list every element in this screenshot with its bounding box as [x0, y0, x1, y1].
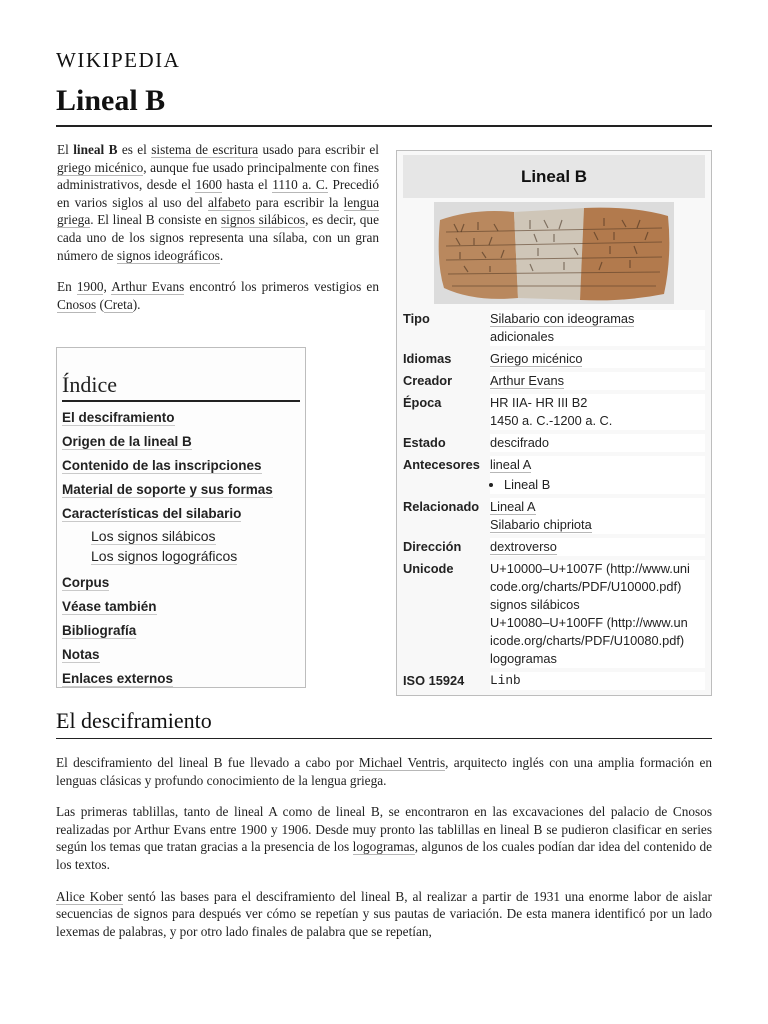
list-item: • Lineal B: [504, 476, 705, 494]
intro-text: [57, 141, 379, 327]
term-bold: lineal B: [73, 142, 118, 157]
row-label: Idiomas: [403, 351, 452, 366]
row-label: Estado: [403, 435, 446, 450]
text: ).: [132, 296, 141, 312]
row-value: [490, 394, 705, 430]
table-of-contents: [56, 347, 306, 688]
link-griego-micenico[interactable]: griego micénico: [57, 159, 144, 175]
link-lengua-griega[interactable]: lengua griega: [57, 194, 379, 228]
value-text: signos silábicos: [490, 597, 580, 612]
row-label: Relacionado: [403, 499, 480, 514]
text: usado para escribir el: [258, 142, 379, 157]
row-value: [490, 498, 705, 534]
link-cnosos[interactable]: Cnosos: [57, 296, 97, 312]
text: (: [96, 296, 104, 312]
infobox-row-antecesores: [403, 456, 705, 494]
section-heading: El desciframiento: [56, 708, 212, 733]
row-label: Antecesores: [403, 457, 480, 472]
link-1110-ac[interactable]: 1110 a. C.: [272, 177, 329, 193]
toc-item-notas[interactable]: Notas: [62, 647, 100, 662]
intro-paragraph-2: [57, 278, 379, 313]
descendant-list: [504, 476, 705, 494]
link-alice-kober[interactable]: Alice Kober: [56, 888, 123, 904]
infobox-title: Lineal B: [403, 155, 705, 198]
text: . El lineal B consiste en: [90, 212, 221, 228]
text: , algunos de los cuales podían dar idea del contenido de los textos.: [56, 839, 712, 872]
link-michael-ventris[interactable]: Michael Ventris: [358, 755, 446, 770]
link-alfabeto[interactable]: alfabeto: [207, 194, 251, 210]
link-silabario-chipriota[interactable]: Silabario chipriota: [490, 517, 592, 532]
infobox-row-tipo: [403, 310, 705, 346]
link-logogramas[interactable]: logogramas: [352, 839, 415, 855]
row-value: [490, 538, 705, 556]
page-title: Lineal B: [56, 84, 166, 117]
toc-list: [62, 406, 300, 691]
text: , arquitecto inglés con una amplia formación en lenguas clásicas y profundo conocimiento de la lengua griega.: [56, 755, 713, 788]
toc-item-enlaces-externos[interactable]: Enlaces externos: [62, 671, 174, 686]
text: ,: [103, 279, 112, 295]
section-divider: [56, 738, 712, 739]
row-label: ISO 15924: [403, 673, 465, 688]
row-label: Creador: [403, 373, 453, 388]
link-signos-silabicos[interactable]: signos silábicos: [220, 212, 306, 228]
toc-subitem-signos-logograficos[interactable]: Los signos logográficos: [91, 548, 238, 564]
infobox-row-idiomas: [403, 350, 705, 368]
infobox-row-epoca: [403, 394, 705, 430]
toc-item-bibliografia[interactable]: Bibliografía: [62, 623, 137, 638]
text: es el: [117, 142, 152, 157]
text: El desciframiento del lineal B fue llevado a cabo por: [56, 755, 359, 770]
toc-item-desciframiento[interactable]: El desciframiento: [62, 410, 175, 425]
link-dextroverso[interactable]: dextroverso: [490, 539, 557, 554]
infobox: [396, 150, 712, 696]
unicode-range-1[interactable]: U+10000–U+1007F (http://www.uni: [490, 561, 690, 576]
unicode-range-2-url[interactable]: icode.org/charts/PDF/U10080.pdf): [490, 633, 685, 648]
text: para escribir la: [250, 194, 344, 210]
link-1900[interactable]: 1900: [76, 279, 104, 295]
text: Precedió en varios siglos al uso del: [57, 177, 379, 210]
text: , aunque fue usado principalmente con fines administrativos, desde el: [57, 159, 379, 193]
row-value: [490, 310, 705, 346]
infobox-row-unicode: [403, 560, 705, 668]
toc-subitem-signos-silabicos[interactable]: Los signos silábicos: [91, 528, 216, 544]
text: hasta el: [222, 177, 273, 193]
link-arthur-evans[interactable]: Arthur Evans: [490, 373, 564, 388]
unicode-range-1-url[interactable]: code.org/charts/PDF/U10000.pdf): [490, 579, 682, 594]
link-1600[interactable]: 1600: [195, 177, 223, 193]
value-text: logogramas: [490, 651, 557, 666]
toc-item-corpus[interactable]: Corpus: [62, 575, 110, 590]
link-signos-ideograficos[interactable]: signos ideográficos: [116, 247, 220, 263]
intro-paragraph-1: [57, 141, 379, 264]
infobox-row-creador: [403, 372, 705, 390]
toc-item-origen[interactable]: Origen de la lineal B: [62, 434, 192, 449]
clay-tablet-image[interactable]: [434, 202, 674, 304]
infobox-row-iso: [403, 672, 705, 690]
toc-item-contenido[interactable]: Contenido de las inscripciones: [62, 458, 262, 473]
link-arthur-evans[interactable]: Arthur Evans: [111, 279, 185, 295]
link-lineal-a[interactable]: lineal A: [490, 457, 532, 472]
row-label: Unicode: [403, 561, 454, 576]
body-paragraph-2: [56, 803, 712, 873]
text: .: [219, 247, 224, 263]
unicode-range-2[interactable]: U+10080–U+100FF (http://www.un: [490, 615, 688, 630]
value-text: 1450 a. C.-1200 a. C.: [490, 413, 613, 428]
text: Las primeras tablillas, tanto de lineal A como de lineal B, se encontraron en las excavaciones del palacio de Cnosos realizadas por Arthur Evans entre 1900 y 1906. Desde muy pronto las tablillas en lineal B se pudieron clasificar en series según los temas que tratan gracias a la presencia de los: [56, 804, 712, 855]
link-creta[interactable]: Creta: [103, 296, 133, 312]
row-label: Época: [403, 395, 442, 410]
row-label: Dirección: [403, 539, 462, 554]
link-silabario[interactable]: Silabario con ideogramas: [490, 311, 635, 326]
link-griego-micenico[interactable]: Griego micénico: [490, 351, 583, 366]
toc-item-material[interactable]: Material de soporte y sus formas: [62, 482, 273, 497]
text: sentó las bases para el desciframiento del lineal B, al realizar a partir de 1931 una enorme labor de aislar secuencias de signos para después ver cómo se repetían y sus pautas de variación. De esta manera identificó por un lado lexemas de palabras, y por otro lado finales de palabra que se repetían,: [56, 888, 712, 939]
row-value: Linb: [490, 672, 705, 690]
wikipedia-wordmark[interactable]: WIKIPEDIA: [56, 48, 181, 72]
body-paragraph-3: [56, 888, 712, 941]
toc-title: Índice: [62, 372, 300, 402]
row-value: [490, 560, 705, 668]
row-value: descifrado: [490, 434, 705, 452]
infobox-row-estado: [403, 434, 705, 452]
body-paragraph-1: [56, 754, 712, 789]
link-sistema-de-escritura[interactable]: sistema de escritura: [151, 142, 259, 157]
toc-item-caracteristicas[interactable]: Características del silabario: [62, 506, 242, 521]
link-lineal-a-related[interactable]: Lineal A: [490, 499, 536, 514]
row-value: [490, 350, 705, 368]
infobox-row-relacionado: [403, 498, 705, 534]
row-value: [490, 372, 705, 390]
text: El: [57, 142, 74, 157]
value-text: HR IIA- HR III B2: [490, 395, 588, 410]
section-body: [56, 754, 712, 954]
title-divider: [56, 125, 712, 127]
text: , es decir, que cada uno de los signos representa una sílaba, con un gran número de: [57, 212, 379, 263]
toc-item-vease-tambien[interactable]: Véase también: [62, 599, 157, 614]
row-label: Tipo: [403, 311, 430, 326]
infobox-row-direccion: [403, 538, 705, 556]
value-text: adicionales: [490, 329, 555, 344]
row-value: [490, 456, 705, 494]
text: En: [57, 279, 77, 295]
text: encontró los primeros vestigios en: [184, 279, 379, 295]
